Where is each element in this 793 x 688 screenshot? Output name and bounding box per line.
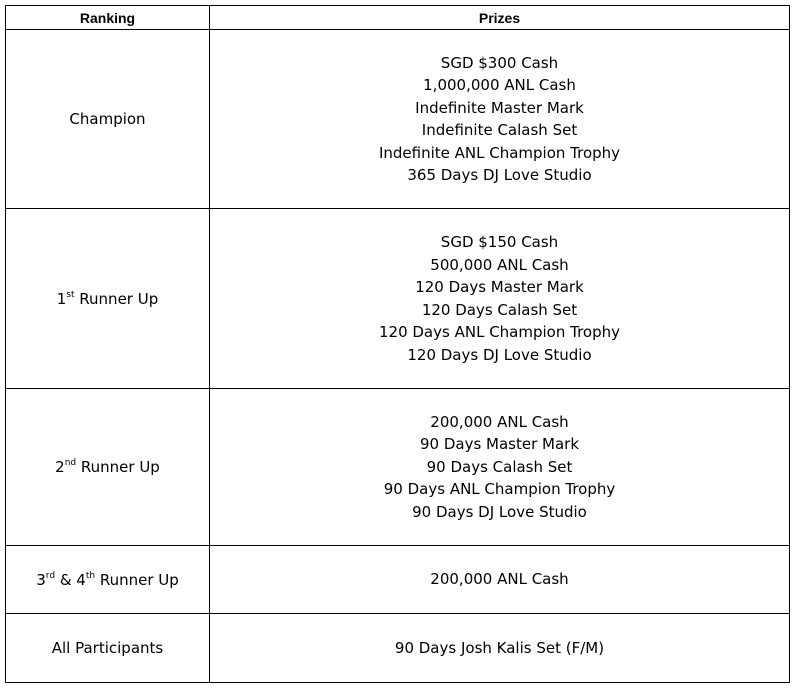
- prizes-cell: [210, 389, 790, 546]
- ranking-text: & 4: [55, 570, 86, 589]
- prize-item: 120 Days DJ Love Studio: [407, 345, 592, 364]
- prizes-header: Prizes: [210, 6, 790, 30]
- ranking-text: Runner Up: [95, 570, 179, 589]
- ranking-number: 3: [36, 570, 46, 589]
- prize-item: 90 Days DJ Love Studio: [412, 502, 587, 521]
- prize-item: Indefinite ANL Champion Trophy: [378, 143, 621, 162]
- header-row: [6, 6, 790, 30]
- prize-table: [5, 5, 790, 683]
- prize-item: 90 Days Josh Kalis Set (F/M): [394, 638, 605, 657]
- table-row-third-fourth-runner-up: [6, 546, 790, 614]
- prize-item: 90 Days ANL Champion Trophy: [383, 480, 616, 499]
- prizes-cell: [210, 209, 790, 389]
- prizes-cell: [210, 546, 790, 614]
- ranking-number: 2: [55, 458, 65, 476]
- prize-item: 120 Days Master Mark: [415, 278, 584, 296]
- prize-item: Indefinite Master Mark: [415, 98, 584, 117]
- ranking-cell: [6, 546, 210, 614]
- prize-item: 120 Days ANL Champion Trophy: [378, 323, 620, 341]
- ranking-text: Runner Up: [74, 289, 159, 308]
- ranking-cell: [6, 30, 210, 209]
- prize-item: 120 Days Calash Set: [421, 300, 578, 319]
- table-row-champion: [6, 30, 790, 209]
- table-row-second-runner-up: [6, 389, 790, 546]
- prize-item: 1,000,000 ANL Cash: [423, 76, 576, 94]
- ranking-label: Champion: [69, 110, 146, 128]
- ranking-ordinal-suffix: nd: [64, 458, 77, 468]
- ranking-ordinal-suffix: st: [66, 289, 75, 300]
- prize-item: SGD $150 Cash: [440, 233, 559, 251]
- prize-item: Indefinite Calash Set: [421, 121, 578, 139]
- prize-item: 200,000 ANL Cash: [430, 570, 569, 589]
- ranking-label: [36, 571, 179, 589]
- ranking-header: Ranking: [6, 6, 210, 30]
- ranking-ordinal-suffix: th: [85, 570, 96, 581]
- ranking-number: 1: [56, 289, 67, 308]
- prize-item: 90 Days Master Mark: [419, 435, 580, 454]
- table-row-first-runner-up: [6, 209, 790, 389]
- prize-item: 90 Days Calash Set: [426, 457, 573, 476]
- ranking-cell: [6, 389, 210, 546]
- prizes-cell: [210, 30, 790, 209]
- prize-item: 200,000 ANL Cash: [430, 412, 569, 431]
- ranking-text: Runner Up: [76, 458, 160, 476]
- prizes-cell: [210, 614, 790, 683]
- ranking-ordinal-suffix: rd: [45, 570, 56, 581]
- ranking-label: [55, 458, 160, 476]
- ranking-cell: [6, 209, 210, 389]
- prize-item: SGD $300 Cash: [440, 53, 559, 72]
- prize-item: 500,000 ANL Cash: [430, 255, 569, 274]
- ranking-label: All Participants: [51, 639, 164, 657]
- table-row-all-participants: [6, 614, 790, 683]
- prize-item: 365 Days DJ Love Studio: [407, 166, 592, 184]
- ranking-label: [57, 290, 158, 308]
- ranking-cell: [6, 614, 210, 683]
